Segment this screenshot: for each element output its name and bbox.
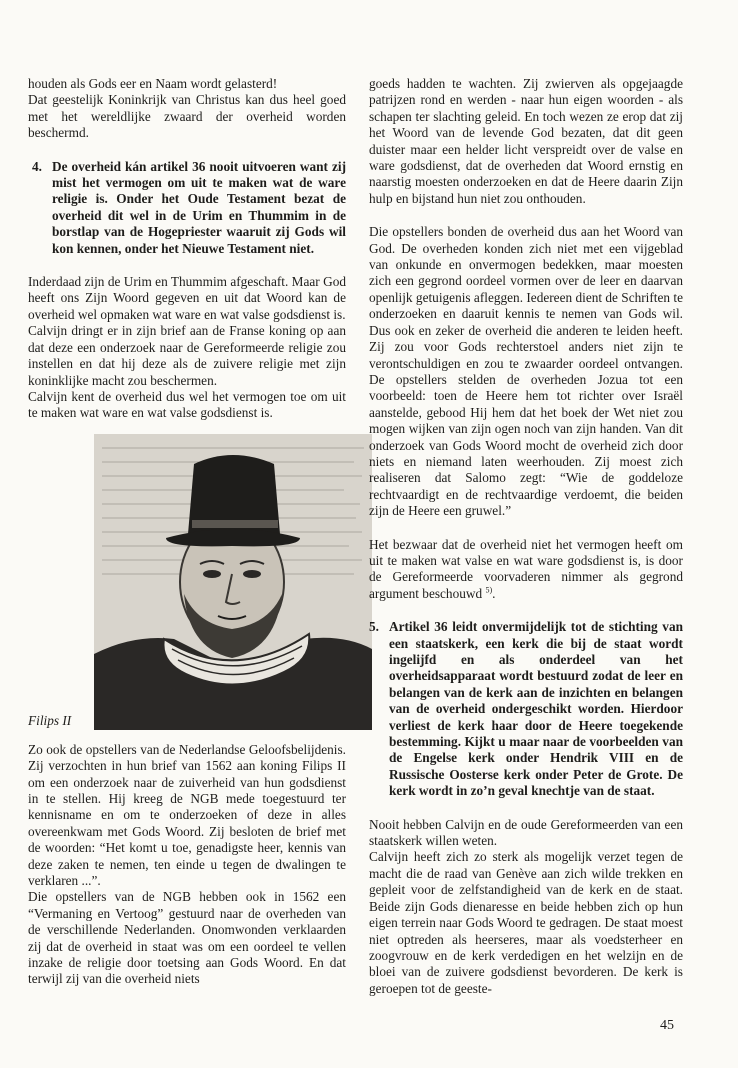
paragraph: Inderdaad zijn de Urim en Thummim afgeschaft. Maar God heeft ons Zijn Woord gegeven en uit dat Woord kan de overheid wel opmaken wat ware en wat valse godsdienst is. [28,274,346,322]
point-5-heading [369,619,683,799]
paragraph-text: Het bezwaar dat de overheid niet het vermogen heeft om uit te maken wat valse en wat ware godsdienst is, is door de Gereformeerde voorvaderen nimmer als gegrond argument beschouwd [369,536,683,601]
paragraph: Die opstellers van de NGB hebben ook in 1562 een “Vermaning en Vertoog” gestuurd naar de overheden van de verschillende Nederlanden. Onomwonden verklaarden zij dat de overheid in staat was om een oordeel te vellen inzake de religie door toetsing aan Gods Woord. En dat terwijl zij van die overheid niets [28,889,346,987]
point-text: De overheid kán artikel 36 nooit uitvoeren want zij mist het vermogen om uit te maken wat de ware religie is. Onder het Oude Testament bezat de overheid dit wel in de Urim en Thummim in de borstlap van de Hogepriester waaruit zij Gods wil kon kennen, onder het Nieuwe Testament niet. [52,158,346,256]
point-4-heading [28,159,346,257]
paragraph: Calvijn dringt er in zijn brief aan de Franse koning op aan dat deze een onderzoek naar de Gereformeerde religie zou instellen en dat hij deze als de zuivere religie met zijn koninklijke macht zou beschermen. [28,323,346,388]
paragraph: Calvijn heeft zich zo sterk als mogelijk verzet tegen de macht die de raad van Genève aan zich wilde trekken en gepleit voor de zelfstandigheid van de kerk en de staat. Beide zijn Gods dienaresse en beide hebben zich op hun eigen terrein naar Gods Woord te gedragen. De staat moest niet optreden als heerseres, maar als voedsterheer en zoogvrouw en de kerk verdedigen en het welzijn en de bloei van de zuivere godsdienst bevorderen. De kerk is geroepen tot de geeste- [369,849,683,996]
paragraph: goeds hadden te wachten. Zij zwierven als opgejaagde patrijzen rond en werden - naar hun eigen woorden - als schapen ter slachting geleid. En toch wezen ze erop dat zij het Woord van de levende God bezaten, dat dit geen duister maar een helder licht verspreidt over de valse en ware godsdienst, dat de overheden dat Woord ernstig en naarstig moesten onderzoeken en dat de Heere daarin Zijn hulp en bijstand hun niet zou onthouden. [369,76,683,206]
paragraph: Nooit hebben Calvijn en de oude Gereformeerden van een staatskerk willen weten. [369,816,683,849]
paragraph [369,537,683,603]
right-column [369,76,683,997]
paragraph-end: . [492,585,496,601]
paragraph: Calvijn kent de overheid dus wel het vermogen toe om uit te maken wat ware en wat valse godsdienst is. [28,388,346,421]
paragraph: Dat geestelijk Koninkrijk van Christus kan dus heel goed met het wereldlijke zwaard der overheid worden beschermd. [28,92,346,141]
point-text: Artikel 36 leidt onvermijdelijk tot de stichting van een staatskerk, een kerk die bij de staat wordt ingelijfd en als onderdeel van het overheidsapparaat wordt bestuurd zodat de leer en belangen van de kerk aan de inzichten en belangen van de overheid ondergeschikt worden. Hierdoor verliest de kerk haar door de Heere toegekende bestemming. Kijkt u maar naar de voorbeelden van de Engelse kerk onder Hendrik VIII en de Russische Oosterse kerk onder Peter de Grote. De kerk wordt in zo’n geval knechtje van de staat. [389,619,683,799]
figure-caption: Filips II [28,713,72,729]
page-number: 45 [660,1018,674,1033]
paragraph: houden als Gods eer en Naam wordt gelasterd! [28,76,278,91]
point-number: 5. [369,619,379,635]
portrait-figure [28,434,346,730]
left-column [28,76,346,988]
paragraph: Zo ook de opstellers van de Nederlandse Geloofsbelijdenis. Zij verzochten in hun brief van 1562 aan koning Filips II om een onderzoek naar de zuiverheid van hun godsdienst in te stellen. Hij kreeg de NGB mede toegestuurd ter kennisname en om te onderzoeken of deze in alles overeenkwam met Gods Woord. Zij besloten de brief met de woorden: “Het komt u toe, genadigste heer, kennis van deze zaken te nemen, ten einde u tegen de dwalingen te verklaren ...”. [28,741,346,888]
footnote-marker: 5) [485,585,493,595]
filips-ii-portrait [94,434,372,730]
point-number: 4. [32,158,42,174]
paragraph: Die opstellers bonden de overheid dus aan het Woord van God. De overheden konden zich niet met een vijgeblad van onkunde en onvermogen bedekken, maar moesten zich een gegrond oordeel vormen over de leer en daarvan openlijk getuigenis afleggen. Iedereen dient de Schriften te onderzoeken en daaruit kennis te nemen van Gods wil. Dus ook en zeker de overheid die anderen te leiden heeft. Zij zou voor Gods rechterstoel anders niet zijn te verontschuldigen en zou te zwaarder oordeel ontvangen. De opstellers stelden de overheden Jozua tot een voorbeeld: toen de Heere hem tot richter over Israël aanstelde, gebood Hij hem dat het boek der Wet niet zou mogen wijken van zijn ogen noch van zijn handen. Van dit onderzoek van Gods Woord mocht de overheid zich door niets en niemand laten weerhouden. Zij moest zich realiseren dat Salomo zegt: “Wie de goddeloze rechtvaardigt en de rechtvaardige verdoemt, die beiden zijn de Heere een gruwel.” [369,224,683,519]
